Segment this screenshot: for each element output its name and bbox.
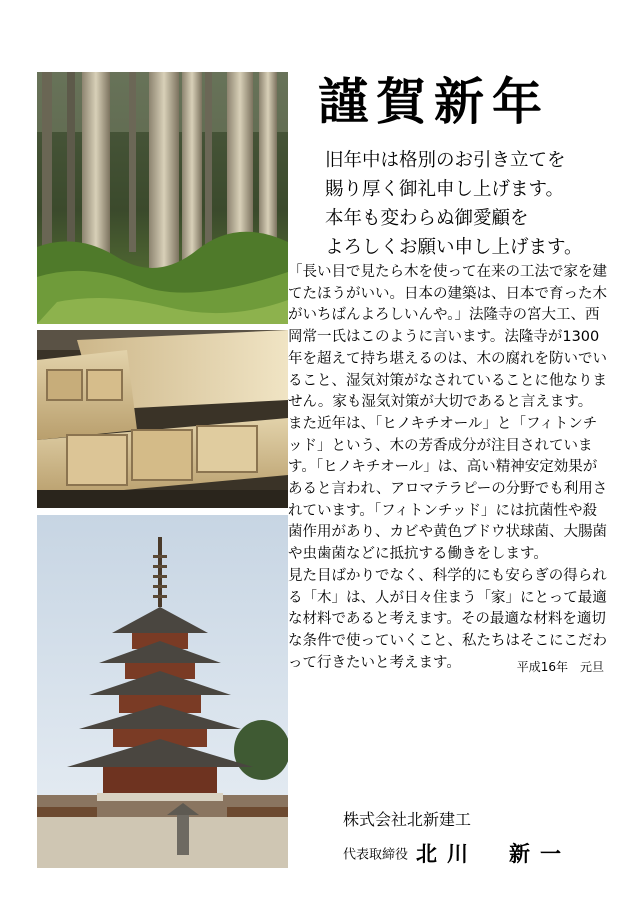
forest-photo <box>37 72 288 324</box>
greeting-line: 本年も変わらぬ御愛顧を <box>325 208 529 229</box>
greeting-block <box>305 146 605 262</box>
company-name: 株式会社北新建工 <box>343 810 472 829</box>
date-text: 平成16年 元旦 <box>516 659 604 674</box>
pagoda-photo <box>37 515 288 868</box>
greeting-line: 旧年中は格別のお引き立てを <box>325 150 566 171</box>
representative <box>343 838 571 868</box>
greeting-line: よろしくお願い申し上げます。 <box>325 237 583 258</box>
representative-name: 北川 新一 <box>416 842 572 866</box>
paragraph-closing-text: 見た目ばかりでなく、科学的にも安らぎの得られる「木」は、人が日々住まう「家」にとって最適な材料であると考えます。その最適な材料を適切な条件で使っていくこと、私たちはそこにこだわって行きたいと考えます。 <box>288 567 607 671</box>
paragraph-closing <box>288 566 610 675</box>
paragraph-wood: 「長い目で見たら木を使って在来の工法で家を建てたほうがいい。日本の建築は、日本で育った木がいちばんよろしいんや。」法隆寺の宮大工、西岡常一氏はこのように言います。法隆寺が1300年を超えて持ち堪えるのは、木の腐れを防いでいること、湿気対策がなされていることに他なりません。家も湿気対策が大切であると言えます。 <box>288 264 607 411</box>
representative-role: 代表取締役 <box>343 847 409 863</box>
paragraph-aroma: また近年は、「ヒノキチオール」と「フィトンチッド」という、木の芳香成分が注目されています。「ヒノキチオール」は、高い精神安定効果があると言われ、アロマテラピーの分野でも利用されています。「フィトンチッド」には抗菌性や殺菌作用があり、カビや黄色ブドウ状球菌、大腸菌や虫歯菌などに抵抗する働きをします。 <box>288 415 608 563</box>
body-text <box>288 262 610 678</box>
greeting-line: 賜り厚く御礼申し上げます。 <box>325 179 565 200</box>
page-title: 謹賀新年 <box>318 72 550 131</box>
lumber-photo <box>37 330 288 508</box>
